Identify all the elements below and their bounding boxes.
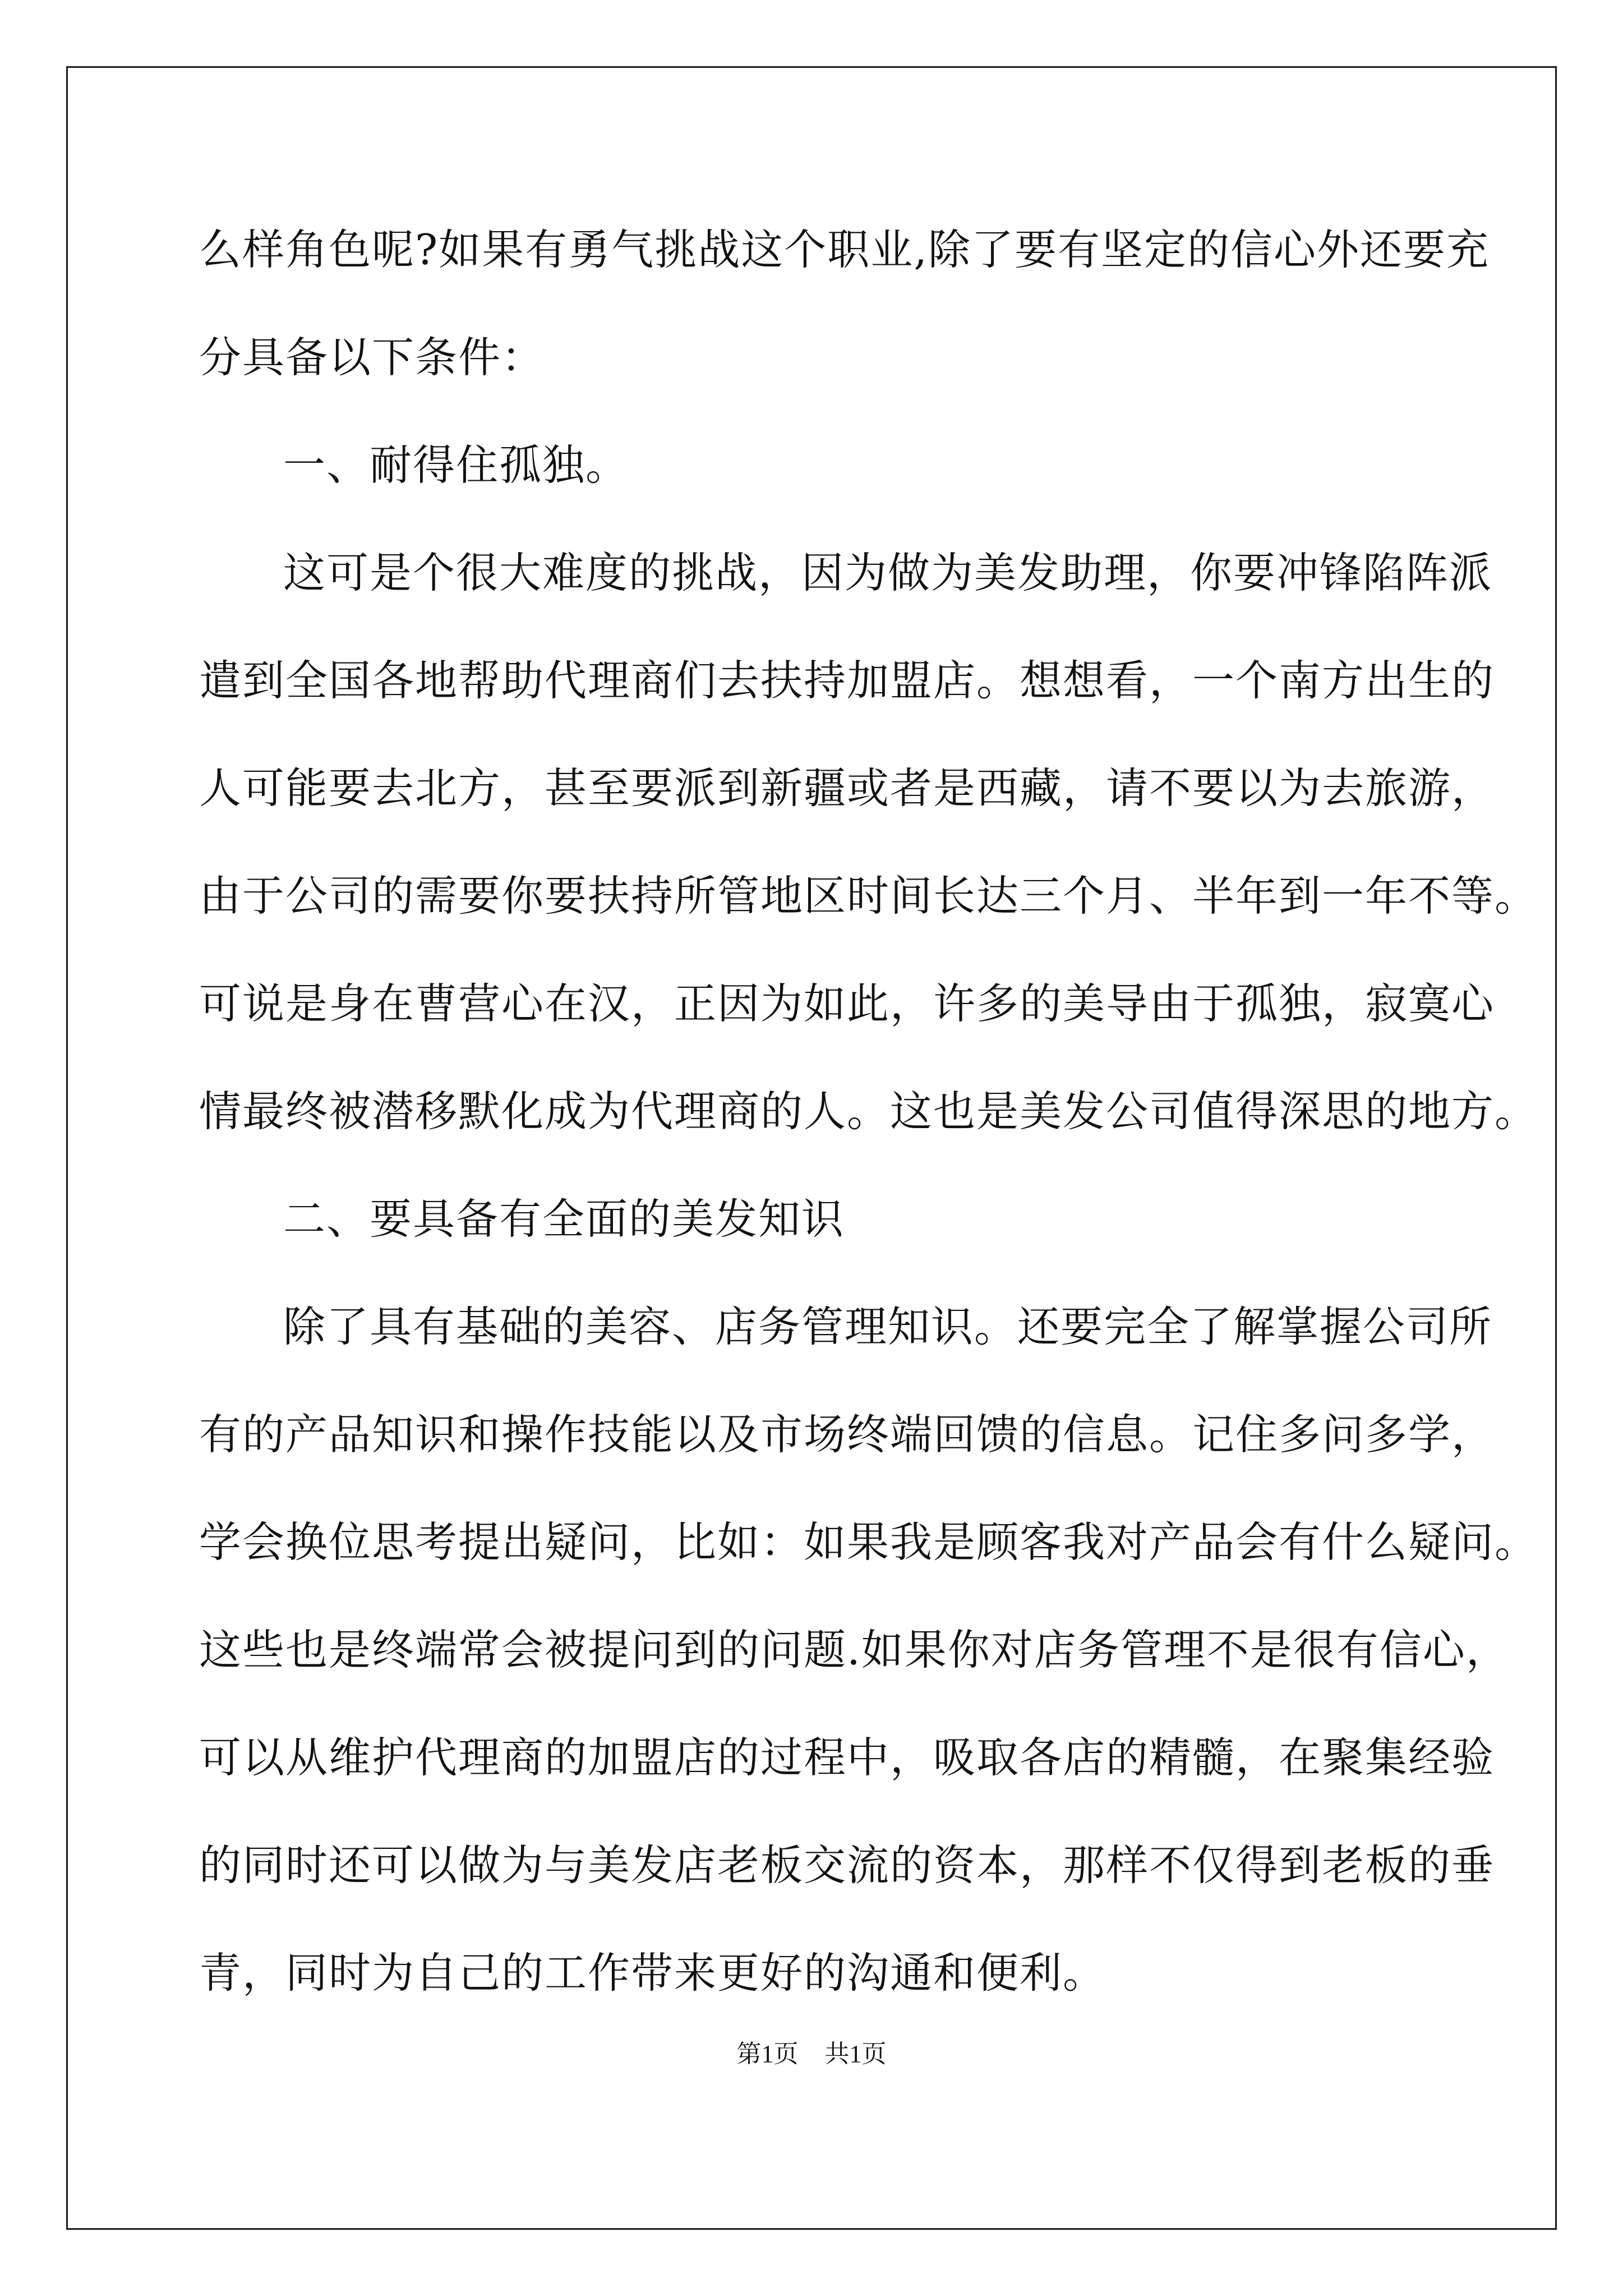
text-line: 这些也是终端常会被提问到的问题.如果你对店务管理不是很有信心， bbox=[199, 1625, 1509, 1674]
text-line: 人可能要去北方，甚至要派到新疆或者是西藏，请不要以为去旅游， bbox=[199, 763, 1495, 813]
text-line: 分具备以下条件： bbox=[199, 333, 545, 382]
paragraph-start: 除了具有基础的美容、店务管理知识。还要完全了解掌握公司所 bbox=[283, 1302, 1493, 1351]
text-line: 可以从维护代理商的加盟店的过程中，吸取各店的精髓，在聚集经验 bbox=[199, 1733, 1495, 1782]
text-line: 的同时还可以做为与美发店老板交流的资本，那样不仅得到老板的垂 bbox=[199, 1841, 1495, 1890]
text-line: 可说是身在曹营心在汉，正因为如此，许多的美导由于孤独，寂寞心 bbox=[199, 979, 1495, 1028]
document-body bbox=[199, 208, 1538, 2039]
text-line: 情最终被潜移默化成为代理商的人。这也是美发公司值得深思的地方。 bbox=[199, 1087, 1538, 1136]
page-number: 第1页 bbox=[736, 2040, 799, 2068]
text-line: 么样角色呢?如果有勇气挑战这个职业,除了要有坚定的信心外还要充 bbox=[199, 225, 1490, 274]
text-line: 由于公司的需要你要扶持所管地区时间长达三个月、半年到一年不等。 bbox=[199, 871, 1538, 921]
page-total: 共1页 bbox=[824, 2040, 887, 2068]
text-line: 有的产品知识和操作技能以及市场终端回馈的信息。记住多问多学， bbox=[199, 1410, 1495, 1459]
paragraph-start: 这可是个很大难度的挑战，因为做为美发助理，你要冲锋陷阵派 bbox=[283, 548, 1493, 597]
page-footer bbox=[0, 2033, 1623, 2069]
text-line: 遣到全国各地帮助代理商们去扶持加盟店。想想看，一个南方出生的 bbox=[199, 656, 1495, 705]
section-heading: 二、要具备有全面的美发知识 bbox=[283, 1194, 845, 1244]
text-line: 青，同时为自己的工作带来更好的沟通和便利。 bbox=[199, 1948, 1106, 1998]
text-line: 学会换位思考提出疑问，比如：如果我是顾客我对产品会有什么疑问。 bbox=[199, 1517, 1538, 1567]
section-heading: 一、耐得住孤独。 bbox=[283, 440, 629, 490]
